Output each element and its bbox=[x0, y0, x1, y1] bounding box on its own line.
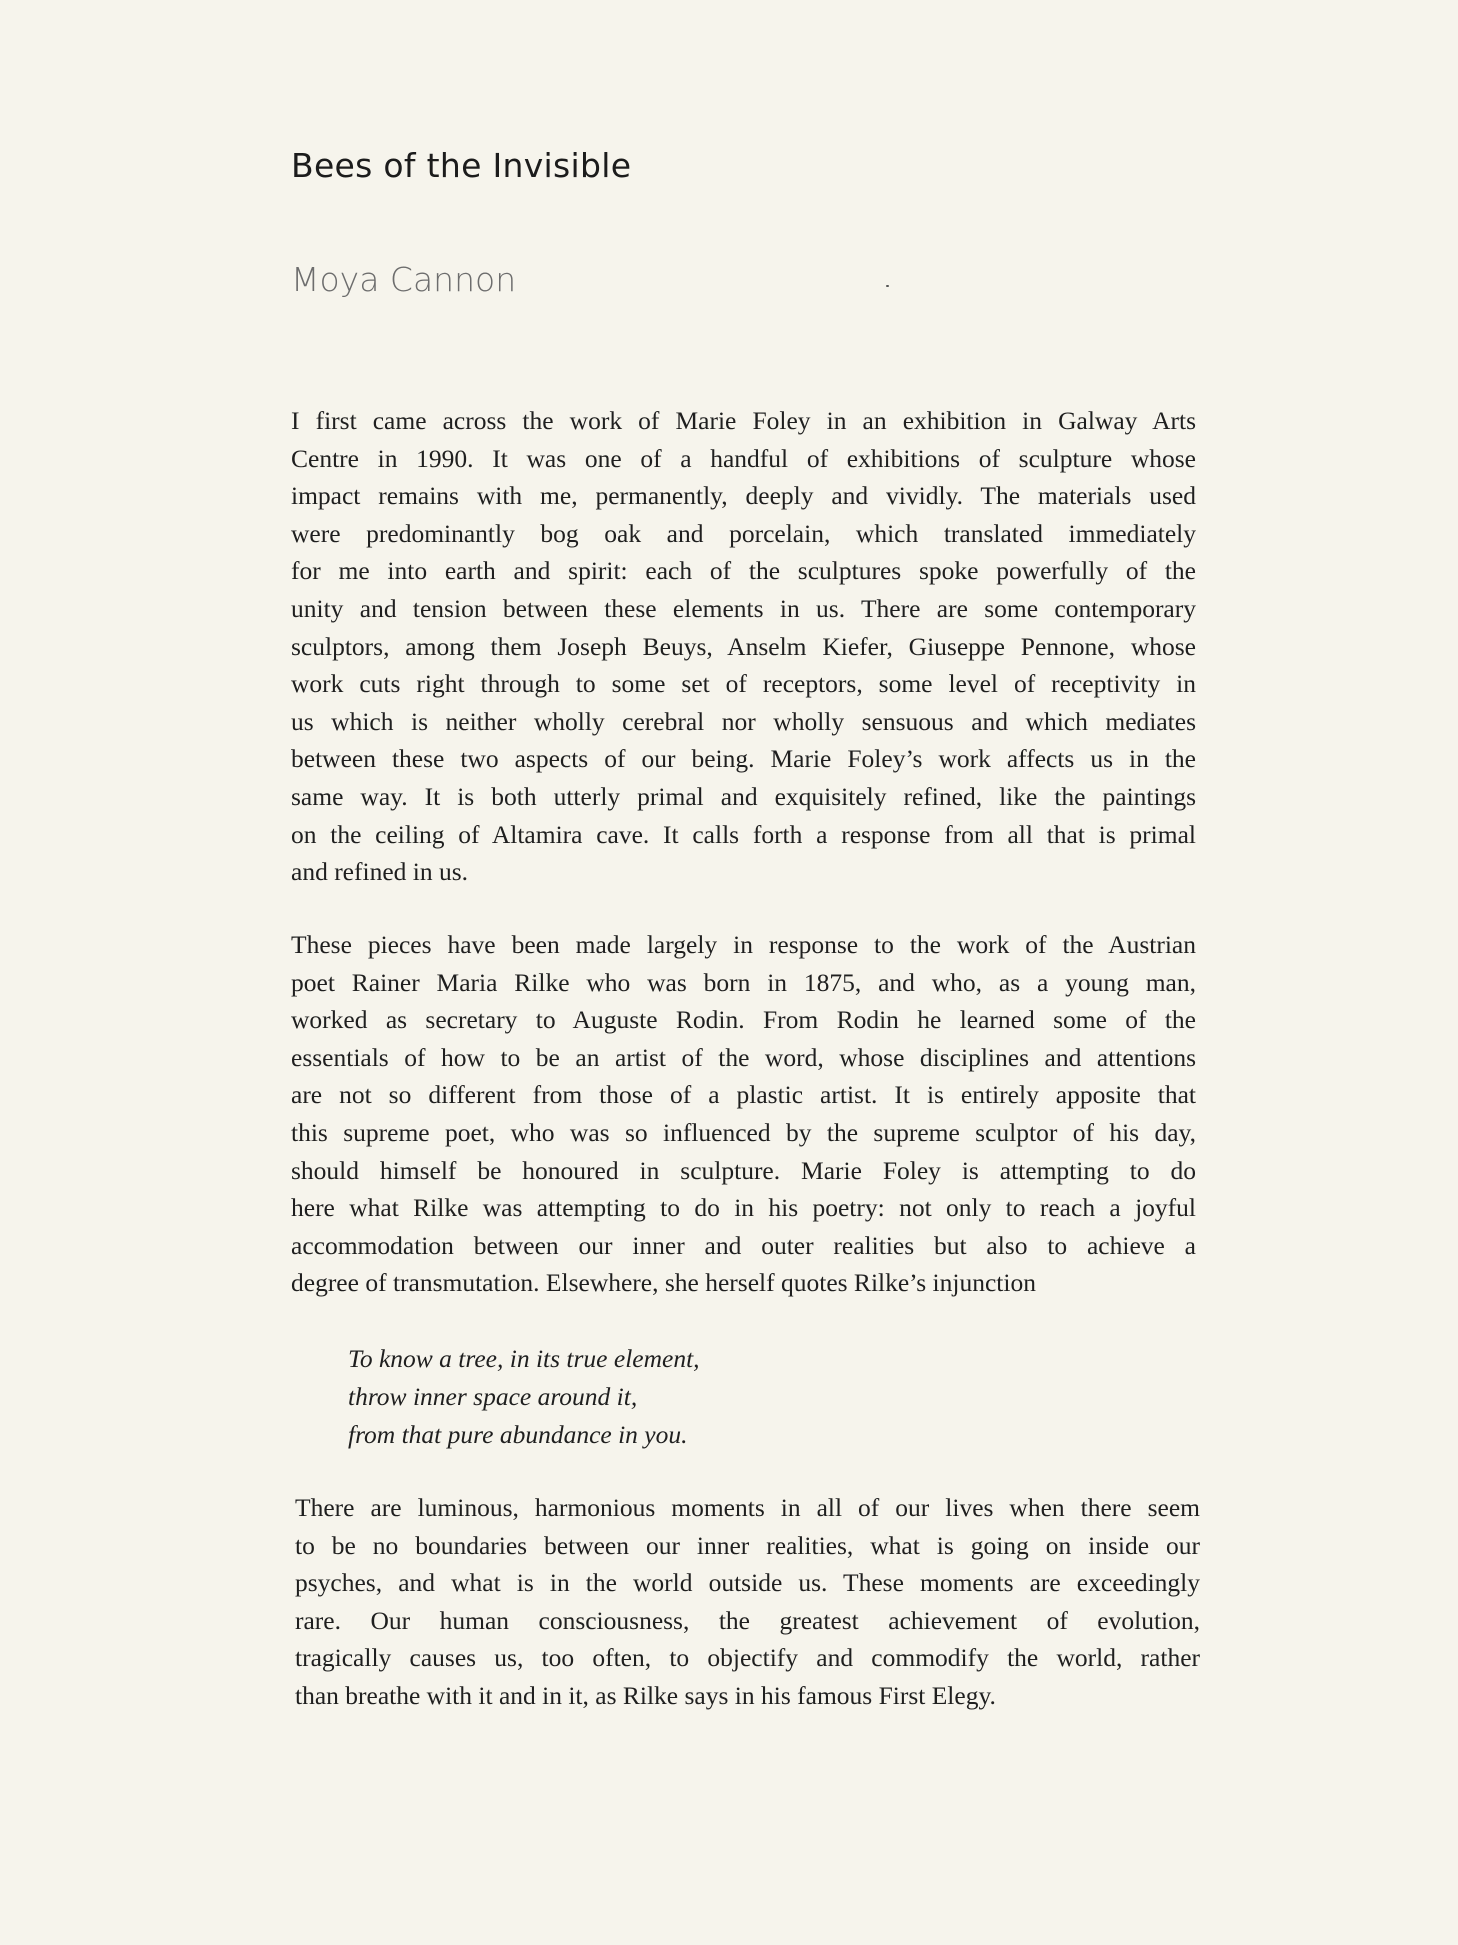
paragraph-line: were predominantly bog oak and porcelain, which translated immediately bbox=[291, 518, 1196, 548]
paragraph-line: than breathe with it and in it, as Rilke says in his famous First Elegy. bbox=[295, 1680, 996, 1710]
paragraph-line: unity and tension between these elements in us. There are some contemporary bbox=[291, 593, 1196, 623]
paragraph-line: poet Rainer Maria Rilke who was born in 1875, and who, as a young man, bbox=[291, 967, 1196, 997]
paragraph-line: impact remains with me, permanently, deeply and vividly. The materials used bbox=[291, 481, 1196, 511]
paragraph-line: this supreme poet, who was so influenced by the supreme sculptor of his day, bbox=[291, 1117, 1196, 1147]
paragraph-line: Centre in 1990. It was one of a handful of exhibitions of sculpture whose bbox=[291, 443, 1196, 473]
rilke-quote bbox=[348, 1340, 700, 1454]
paragraph-3 bbox=[295, 1489, 1200, 1715]
paragraph-line: degree of transmutation. Elsewhere, she herself quotes Rilke’s injunction bbox=[291, 1268, 1036, 1298]
paragraph-line: should himself be honoured in sculpture. Marie Foley is attempting to do bbox=[291, 1155, 1196, 1185]
paragraph-line: are not so different from those of a plastic artist. It is entirely apposite that bbox=[291, 1080, 1196, 1110]
paragraph-line: for me into earth and spirit: each of the sculptures spoke powerfully of the bbox=[291, 556, 1196, 586]
paragraph-line: essentials of how to be an artist of the word, whose disciplines and attentions bbox=[291, 1042, 1196, 1072]
paragraph-1 bbox=[291, 402, 1196, 891]
paragraph-line: There are luminous, harmonious moments in all of our lives when there seem bbox=[295, 1493, 1200, 1522]
paragraph-line: These pieces have been made largely in response to the work of the Austrian bbox=[291, 930, 1196, 959]
paragraph-line: on the ceiling of Altamira cave. It calls forth a response from all that is primal bbox=[291, 819, 1196, 849]
paragraph-line: rare. Our human consciousness, the greatest achievement of evolution, bbox=[295, 1605, 1200, 1635]
paragraph-line: sculptors, among them Joseph Beuys, Anselm Kiefer, Giuseppe Pennone, whose bbox=[291, 631, 1196, 661]
paragraph-line: us which is neither wholly cerebral nor wholly sensuous and which mediates bbox=[291, 706, 1196, 736]
paragraph-line: same way. It is both utterly primal and exquisitely refined, like the paintings bbox=[291, 781, 1196, 811]
paragraph-line: to be no boundaries between our inner realities, what is going on inside our bbox=[295, 1530, 1200, 1560]
author-name: Moya Cannon bbox=[291, 260, 517, 299]
paragraph-line: between these two aspects of our being. Marie Foley’s work affects us in the bbox=[291, 744, 1196, 774]
paragraph-line: I first came across the work of Marie Foley in an exhibition in Galway Arts bbox=[291, 406, 1196, 435]
quote-line: throw inner space around it, bbox=[348, 1382, 638, 1411]
article-title: Bees of the Invisible bbox=[291, 146, 632, 185]
paragraph-line: tragically causes us, too often, to objectify and commodify the world, rather bbox=[295, 1643, 1200, 1673]
quote-line: from that pure abundance in you. bbox=[348, 1420, 688, 1449]
paragraph-line: worked as secretary to Auguste Rodin. From Rodin he learned some of the bbox=[291, 1005, 1196, 1035]
paragraph-line: accommodation between our inner and outer realities but also to achieve a bbox=[291, 1230, 1196, 1260]
quote-line: To know a tree, in its true element, bbox=[348, 1344, 700, 1373]
paragraph-2 bbox=[291, 926, 1196, 1302]
paragraph-line: psyches, and what is in the world outside us. These moments are exceedingly bbox=[295, 1568, 1200, 1598]
paragraph-line: here what Rilke was attempting to do in his poetry: not only to reach a joyful bbox=[291, 1193, 1196, 1223]
paper-speck bbox=[886, 285, 889, 287]
paragraph-line: and refined in us. bbox=[291, 857, 469, 887]
paragraph-line: work cuts right through to some set of receptors, some level of receptivity in bbox=[291, 669, 1196, 699]
